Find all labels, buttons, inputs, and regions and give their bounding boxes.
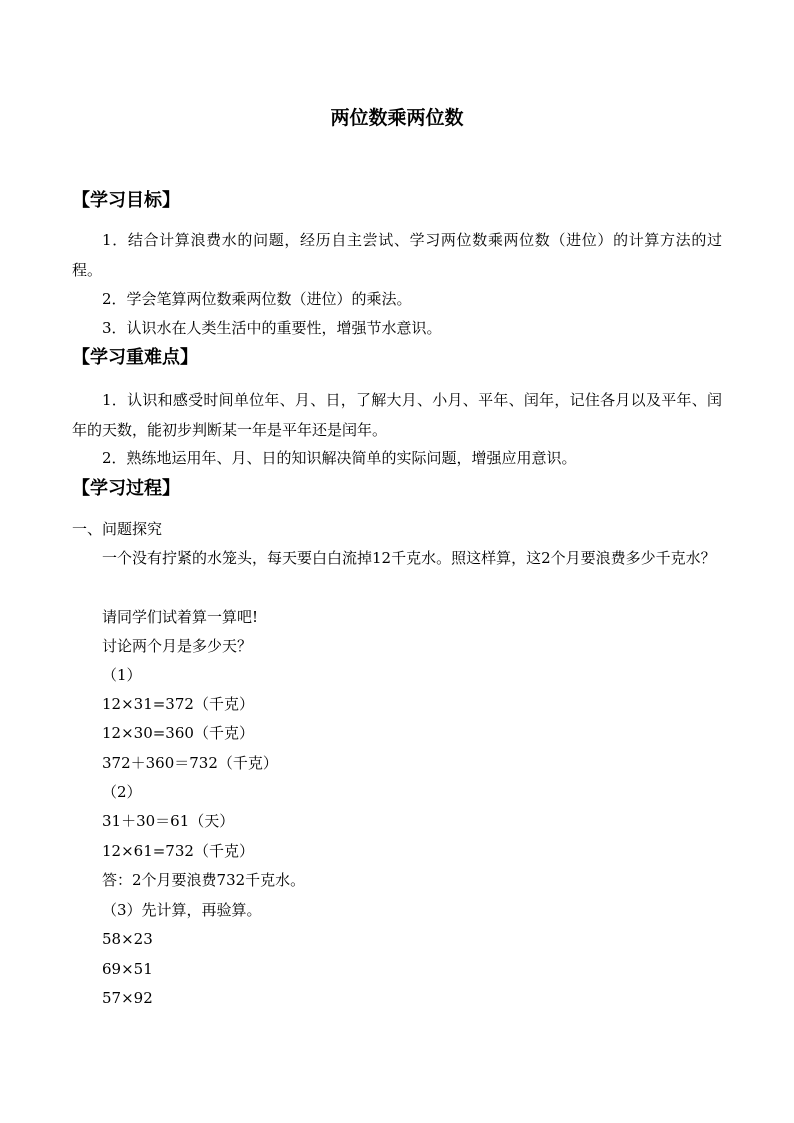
process-line: 答：2个月要浪费732千克水。 bbox=[102, 871, 306, 889]
key-points-heading: 【学习重难点】 bbox=[72, 347, 198, 368]
process-line: 12×31=372（千克） bbox=[102, 695, 254, 713]
key-point-item-2: 2．熟练地运用年、月、日的知识解决简单的实际问题，增强应用意识。 bbox=[102, 449, 577, 467]
process-line: （2） bbox=[102, 783, 142, 801]
process-line: 69×51 bbox=[102, 960, 153, 978]
process-line: 12×61=732（千克） bbox=[102, 842, 254, 860]
process-line: 57×92 bbox=[102, 989, 153, 1007]
goal-item-3: 3．认识水在人类生活中的重要性，增强节水意识。 bbox=[102, 319, 442, 337]
process-line: 31＋30＝61（天） bbox=[102, 812, 235, 830]
process-heading: 【学习过程】 bbox=[72, 478, 180, 499]
process-line: 58×23 bbox=[102, 930, 153, 948]
process-line: 12×30=360（千克） bbox=[102, 724, 254, 742]
goal-item-1: 1．结合计算浪费水的问题，经历自主尝试、学习两位数乘两位数（进位）的计算方法的过程。 bbox=[72, 231, 722, 279]
process-line: 请同学们试着算一算吧! bbox=[102, 608, 259, 626]
process-line: （1） bbox=[102, 666, 142, 684]
document-title: 两位数乘两位数 bbox=[330, 107, 464, 129]
section-title: 一、问题探究 bbox=[72, 520, 163, 538]
goal-item-2: 2．学会笔算两位数乘两位数（进位）的乘法。 bbox=[102, 290, 412, 308]
goals-heading: 【学习目标】 bbox=[72, 190, 180, 211]
problem-text: 一个没有拧紧的水笼头，每天要白白流掉12千克水。照这样算，这2个月要浪费多少千克水？ bbox=[102, 549, 716, 567]
process-line: 372＋360＝732（千克） bbox=[102, 754, 278, 772]
process-line: 讨论两个月是多少天？ bbox=[102, 637, 253, 655]
key-point-item-1: 1．认识和感受时间单位年、月、日，了解大月、小月、平年、闰年，记住各月以及平年、闰年的天数，能初步判断某一年是平年还是闰年。 bbox=[72, 391, 722, 439]
process-line: （3）先计算，再验算。 bbox=[102, 901, 262, 919]
